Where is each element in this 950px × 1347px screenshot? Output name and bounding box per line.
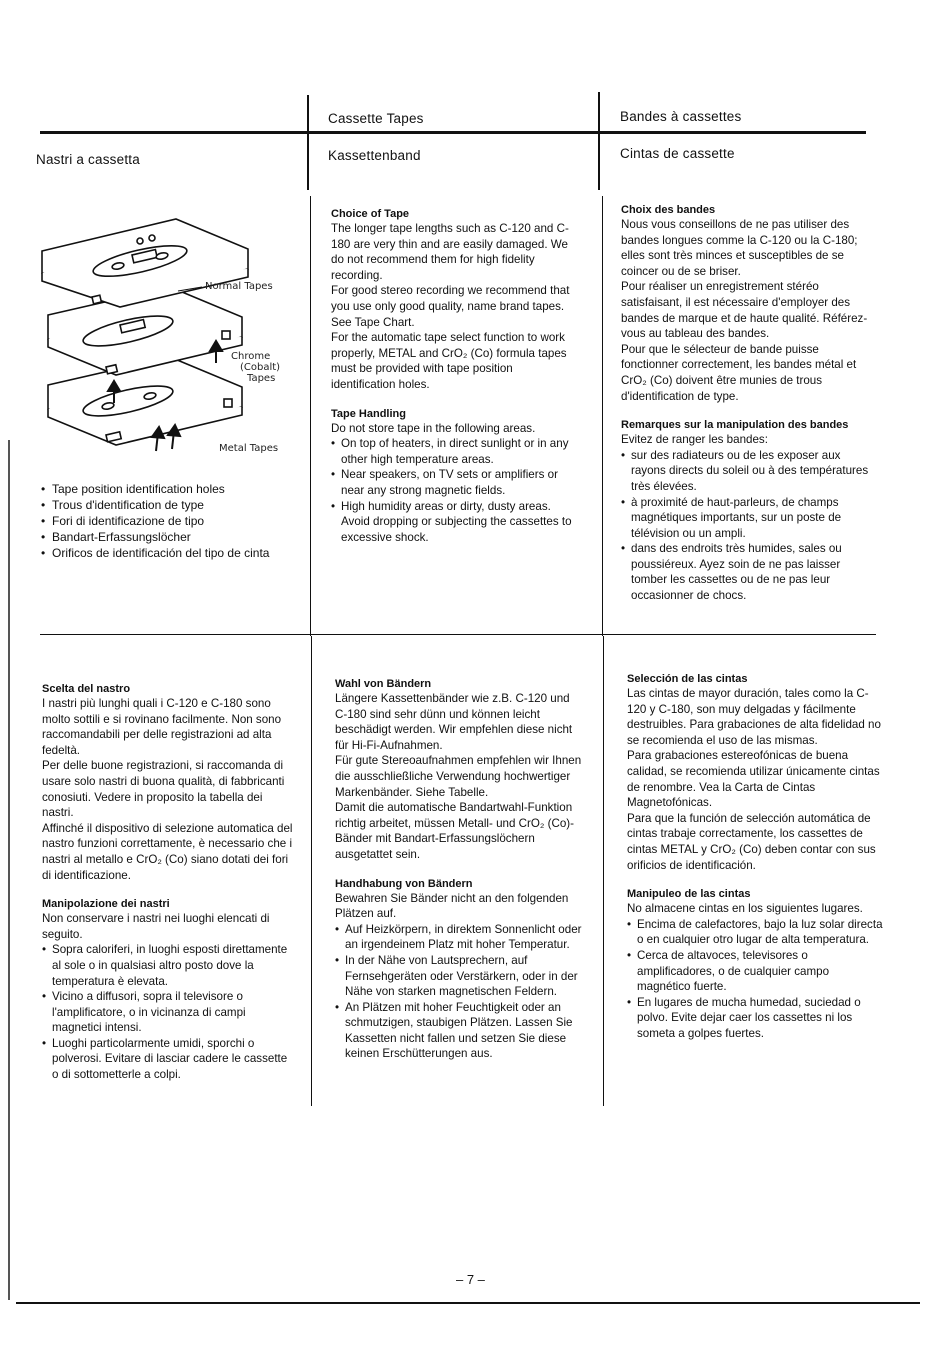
label-chrome-3: Tapes bbox=[247, 373, 276, 384]
caption-item: • Orificos de identificación del tipo de cinta bbox=[41, 545, 301, 561]
italian-choice-p1: I nastri più lunghi quali i C-120 e C-180 sono molto sottili e si rovinano facilmente. Non sono raccomandabili per delle registrazioni ad alta fedeltà. bbox=[42, 697, 282, 757]
english-choice-p1: The longer tape lengths such as C-120 and C-180 are very thin and are easily damaged. We do not recommend them for high fidelity recording. bbox=[331, 222, 569, 282]
header-spanish: Cintas de cassette bbox=[620, 146, 735, 161]
section-divider bbox=[40, 634, 876, 635]
caption-item: • Bandart-Erfassungslöcher bbox=[41, 529, 301, 545]
bottom-rule bbox=[16, 1302, 920, 1304]
italian-choice-title: Scelta del nastro bbox=[42, 683, 131, 695]
german-choice-p3: Damit die automatische Bandartwahl-Funktion richtig arbeitet, müssen Metall- und CrO₂ (Co)-Bänder mit Bandart-Erfassungslöchern ausgetattet sein. bbox=[335, 801, 575, 861]
caption-item: • Tape position identification holes bbox=[41, 481, 301, 497]
column-divider-1-mid bbox=[310, 196, 311, 636]
french-choice-title: Choix des bandes bbox=[621, 204, 716, 216]
page-number: – 7 – bbox=[456, 1272, 485, 1287]
list-item: • En lugares de mucha humedad, suciedad o polvo. Evite dejar caer los cassettes ni los someta a golpes fuertes. bbox=[627, 995, 883, 1042]
spanish-handling-intro: No almacene cintas en los siguientes lugares. bbox=[627, 902, 863, 916]
cassette-diagram bbox=[30, 205, 300, 465]
italian-choice-p2: Per delle buone registrazioni, si raccomanda di usare solo nastri di buona qualità, di fabbricanti conosiuti. Vedere in proposito la tabella dei nastri. bbox=[42, 759, 285, 820]
italian-handling-intro: Non conservare i nastri nei luoghi elencati di seguito. bbox=[42, 912, 270, 941]
spanish-choice-title: Selección de las cintas bbox=[627, 673, 748, 685]
label-metal-tapes: Metal Tapes bbox=[219, 443, 279, 454]
spanish-handling-list bbox=[627, 917, 883, 1042]
spanish-choice-p3: Para que la función de selección automática de cintas trabaje correctamente, los cassettes de cintas METAL y CrO₂ (Co) deben contar con sus orificios de identificación. bbox=[627, 811, 876, 872]
english-choice-p2: For good stereo recording we recommend that you use only good quality, name brand tapes. See Tape Chart. bbox=[331, 284, 570, 329]
list-item: • Sopra caloriferi, in luoghi esposti direttamente al sole o in qualsiasi altro posto dove la temperatura è elevata. bbox=[42, 942, 294, 989]
column-divider-1-top bbox=[307, 95, 309, 190]
list-item: • dans des endroits très humides, sales ou poussiéreux. Ayez soin de ne pas laisser tomber les cassettes ou de ne pas leur occasionner de chocs. bbox=[621, 541, 873, 603]
spanish-handling-title: Manipuleo de las cintas bbox=[627, 888, 751, 901]
caption-item: • Trous d'identification de type bbox=[41, 497, 301, 513]
list-item: • Auf Heizkörpern, in direktem Sonnenlicht oder an irgendeinem Platz mit hoher Temperatur. bbox=[335, 922, 585, 953]
spanish-choice-p1: Las cintas de mayor duración, tales como la C-120 y C-180, son muy delgadas y fácilmente destruibles. Para grabaciones de alta fidelidad no se recomienda el uso de las mismas. bbox=[627, 687, 881, 747]
english-handling-title: Tape Handling bbox=[331, 407, 406, 420]
header-italian: Nastri a cassetta bbox=[36, 152, 140, 167]
header-english: Cassette Tapes bbox=[328, 111, 424, 126]
french-handling-intro: Evitez de ranger les bandes: bbox=[621, 433, 768, 447]
metal-cassette bbox=[48, 357, 242, 445]
label-chrome-1: Chrome bbox=[231, 351, 271, 362]
label-chrome-2: (Cobalt) bbox=[240, 362, 281, 373]
list-item: • Vicino a diffusori, sopra il televisore o l'amplificatore, o in vicinanza di campi magnetici intensi. bbox=[42, 989, 294, 1036]
german-handling-intro: Bewahren Sie Bänder nicht an den folgenden Plätzen auf. bbox=[335, 891, 569, 921]
list-item: • High humidity areas or dirty, dusty areas. Avoid dropping or subjecting the cassettes to excessive shock. bbox=[331, 499, 578, 546]
list-item: • An Plätzen mit hoher Feuchtigkeit oder an schmutzigen, staubigen Plätzen. Lassen Sie Kassetten nicht fallen und setzen Sie diese keinen Erschütterungen aus. bbox=[335, 1000, 585, 1062]
french-handling-list bbox=[621, 448, 873, 604]
left-binding-edge bbox=[8, 440, 10, 1300]
english-handling-list bbox=[331, 436, 578, 545]
header-divider-thick bbox=[40, 131, 866, 134]
list-item: • Near speakers, on TV sets or amplifiers or near any strong magnetic fields. bbox=[331, 467, 578, 498]
german-handling-list bbox=[335, 922, 585, 1062]
italian-handling-list bbox=[42, 942, 294, 1082]
list-item: • à proximité de haut-parleurs, de champs magnétiques importants, sur un poste de télévision ou un ampli. bbox=[621, 495, 873, 542]
french-choice-p3: Pour que le sélecteur de bande puisse fonctionner correctement, les bandes métal et CrO₂ (Co) doivent être munies de trous d'identification de type. bbox=[621, 342, 857, 403]
list-item: • Cerca de altavoces, televisores o amplificadores, o de cualquier campo magnético fuerte. bbox=[627, 948, 883, 995]
header-german: Kassettenband bbox=[328, 148, 421, 163]
french-choice-p2: Pour réaliser un enregistrement stéréo satisfaisant, il est nécessaire d'employer des bandes de marque et de haute qualité. Référez-vous au tableau des bandes. bbox=[621, 280, 868, 341]
spanish-choice-p2: Para grabaciones estereofónicas de buena calidad, se recomienda utilizar únicamente cintas de renombre. Vea la Carta de Cintas Magnetofónicas. bbox=[627, 749, 880, 810]
diagram-captions bbox=[41, 481, 301, 561]
english-handling-intro: Do not store tape in the following areas. bbox=[331, 421, 536, 435]
italian-column bbox=[42, 682, 294, 1083]
french-handling-title: Remarques sur la manipulation des bandes bbox=[621, 419, 849, 432]
list-item: • On top of heaters, in direct sunlight or in any other high temperature areas. bbox=[331, 436, 578, 467]
german-choice-p2: Für gute Stereoaufnahmen empfehlen wir Ihnen die ausschließliche Verwendung hochwertiger Markenbänder. Siehe Tabelle. bbox=[335, 754, 582, 799]
german-choice-p1: Längere Kassettenbänder wie z.B. C-120 und C-180 sind sehr dünn und können leicht beschädigt werden. Wir empfehlen diese nicht für Hi-Fi-Aufnahmen. bbox=[335, 692, 573, 752]
german-handling-title: Handhabung von Bändern bbox=[335, 877, 473, 890]
column-divider-1-bottom bbox=[311, 636, 312, 1106]
column-divider-2-mid bbox=[602, 196, 603, 636]
list-item: • Encima de calefactores, bajo la luz solar directa o en cualquier otro lugar de alta temperatura. bbox=[627, 917, 883, 948]
normal-cassette bbox=[42, 219, 248, 307]
english-choice-p3: For the automatic tape select function to work properly, METAL and CrO₂ (Co) formula tapes must be provided with tape position identification holes. bbox=[331, 331, 567, 391]
column-divider-2-bottom bbox=[603, 636, 604, 1106]
caption-item: • Fori di identificazione de tipo bbox=[41, 513, 301, 529]
column-divider-2-top bbox=[598, 92, 600, 190]
label-normal-tapes: Normal Tapes bbox=[205, 281, 273, 292]
list-item: • Luoghi particolarmente umidi, sporchi o polverosi. Evitare di lasciar cadere le cassette o di sottometterle a colpi. bbox=[42, 1036, 294, 1083]
italian-choice-p3: Affinché il dispositivo di selezione automatica del nastro funzioni correttamente, è necessario che i nastri al metallo e CrO₂ (Co) siano dotati dei fori di identificazione. bbox=[42, 821, 293, 882]
english-column bbox=[331, 207, 578, 545]
french-column bbox=[621, 203, 873, 604]
list-item: • sur des radiateurs ou de les exposer aux rayons directs du soleil ou à des températures très élevées. bbox=[621, 448, 873, 495]
english-choice-title: Choice of Tape bbox=[331, 208, 410, 220]
french-choice-p1: Nous vous conseillons de ne pas utiliser des bandes longues comme la C-120 ou la C-180; elles sont très minces et susceptibles de se coincer ou de se briser. bbox=[621, 218, 858, 278]
header-french: Bandes à cassettes bbox=[620, 109, 742, 124]
italian-handling-title: Manipolazione dei nastri bbox=[42, 898, 170, 911]
german-choice-title: Wahl von Bändern bbox=[335, 678, 432, 690]
german-column bbox=[335, 677, 585, 1062]
list-item: • In der Nähe von Lautsprechern, auf Fernsehgeräten oder Verstärkern, oder in der Nähe von starken magnetischen Feldern. bbox=[335, 953, 585, 1000]
spanish-column bbox=[627, 672, 883, 1041]
